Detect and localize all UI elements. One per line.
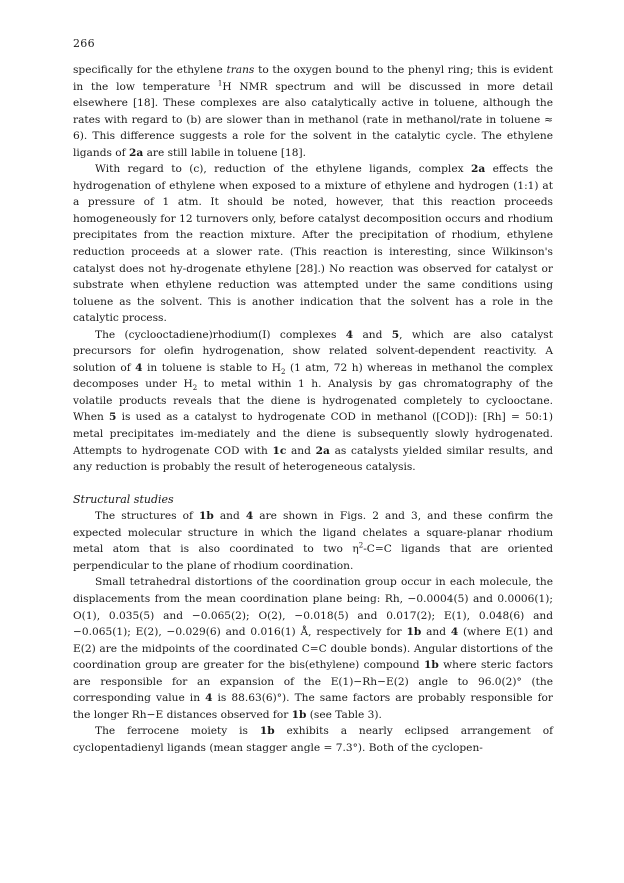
text-compound-label: 1b (406, 626, 422, 639)
paragraph-p4 (73, 508, 553, 574)
text-run: is used as a catalyst to hydrogenate COD in methanol ([COD]): [Rh] = 50:1) metal precipitates im-mediately and the diene is subsequently slowly hydrogenated. Attempts to hydrogenate COD with (73, 411, 553, 457)
text-compound-label: 1c (272, 444, 287, 457)
paragraph-p5 (73, 574, 553, 723)
text-run: is 88.63(6)°). The same factors are probably responsible for the longer Rh−E distances observed for (73, 692, 553, 721)
paragraph-p2 (73, 161, 553, 326)
text-compound-label: 2a (470, 163, 486, 176)
text-compound-label: 1b (199, 510, 214, 523)
text-italic-term: trans (226, 64, 255, 76)
text-run: in toluene is stable to H (142, 361, 281, 374)
text-superscript: 2 (358, 541, 364, 550)
text-run: The structures of (95, 510, 200, 523)
text-compound-label: 4 (245, 510, 254, 523)
section-heading: Structural studies (73, 492, 174, 506)
text-compound-label: 4 (450, 626, 459, 639)
text-run: (1 atm, 72 h) whereas in methanol the complex decomposes under H (73, 361, 553, 391)
text-run: exhibits a nearly eclipsed arrangement of cyclopentadienyl ligands (mean stagger angle = 7.3°). Both of the cyclopen- (73, 725, 553, 754)
paragraph-p3 (73, 327, 553, 476)
text-run: specifically for the ethylene (73, 64, 227, 76)
text-compound-label: 4 (205, 692, 213, 705)
text-compound-label: 4 (345, 328, 354, 341)
page-number: 266 (73, 37, 95, 50)
text-run: to the oxygen bound to the phenyl ring; this is evident in the low temperature (73, 64, 553, 93)
text-compound-label: 4 (135, 361, 143, 374)
paragraphs-before-heading (73, 62, 553, 476)
text-compound-label: 1b (259, 725, 275, 738)
text-run: Small tetrahedral distortions of the coordination group occur in each molecule, the displacements from the mean coordination plane being: Rh, −0.0004(5) and 0.0006(1); O(1), 0.035(5) and −0.065(2); O(2), −0.018(5) and 0.017(2); E(1), 0.048(6) and −0.065(1); E(2), −0.029(6) and 0.016(1) Å, respectively for (73, 576, 553, 639)
text-subscript: 2 (281, 367, 286, 376)
paragraph-p6 (73, 723, 553, 756)
text-run: and (353, 328, 392, 341)
text-run: H NMR spectrum and will be discussed in more detail elsewhere [18]. These complexes are also catalytically active in toluene, although the rates with regard to (b) are slower than in methanol (rate in methanol/rate in toluene ≈ 6). This difference suggests a role for the solvent in the catalytic cycle. The ethylene ligands of (73, 80, 554, 159)
text-run: as catalysts yielded similar results, and any reduction is probably the result of heterogeneous catalysis. (73, 444, 553, 474)
text-compound-label: 1b (291, 708, 307, 721)
text-compound-label: 2a (315, 444, 330, 457)
text-run: are still labile in toluene [18]. (143, 146, 306, 159)
text-run: and (286, 444, 316, 457)
text-run: effects the hydrogenation of ethylene when exposed to a mixture of ethylene and hydrogen (1:1) at a pressure of 1 atm. It should be noted, however, that this reaction proceeds homogeneously for 12 turnovers only, before catalyst decomposition occurs and rhodium precipitates from the reaction mixture. After the precipitation of rhodium, ethylene reduction proceeds at a slower rate. (This reaction is interesting, since Wilkinson's catalyst does not hy-drogenate ethylene [28].) No reaction was observed for catalyst or substrate when ethylene reduction was attempted under the same conditions using toluene as the solvent. This is another indication that the solvent has a role in the catalytic process. (73, 163, 554, 325)
text-superscript: 1 (217, 79, 223, 88)
text-run: (where E(1) and E(2) are the midpoints of the coordinated C=C double bonds). Angular distortions of the coordination group are greater for the bis(ethylene) compound (73, 626, 553, 672)
text-compound-label: 5 (109, 411, 117, 424)
text-run: , which are also catalyst precursors for olefin hydrogenation, show related solvent-dependent reactivity. A solution of (73, 328, 553, 374)
text-run: to metal within 1 h. Analysis by gas chromatography of the volatile products reveals that the diene is hydrogenated completely to cyclooctane. When (73, 378, 553, 424)
text-run: -C=C ligands that are oriented perpendicular to the plane of rhodium coordination. (73, 543, 553, 572)
text-compound-label: 2a (128, 146, 144, 159)
paragraphs-after-heading (73, 508, 553, 756)
text-run: are shown in Figs. 2 and 3, and these confirm the expected molecular structure in which the ligand chelates a square-planar rhodium metal atom that is also coordinated to two η (73, 510, 554, 556)
text-subscript: 2 (192, 384, 198, 393)
text-run: With regard to (c), reduction of the ethylene ligands, complex (95, 163, 471, 176)
body-text (73, 62, 553, 756)
text-run: where steric factors are responsible for an expansion of the E(1)−Rh−E(2) angle to 96.0(2)° (the corresponding value in (73, 659, 553, 705)
text-run: (see Table 3). (306, 708, 382, 721)
text-run: and (421, 626, 451, 639)
text-run: The ferrocene moiety is (95, 725, 260, 738)
text-run: The (cyclooctadiene)rhodium(I) complexes (95, 328, 346, 341)
text-compound-label: 1b (423, 659, 439, 672)
paragraph-p1 (73, 62, 553, 161)
text-compound-label: 5 (391, 328, 400, 341)
text-run: and (213, 510, 246, 523)
